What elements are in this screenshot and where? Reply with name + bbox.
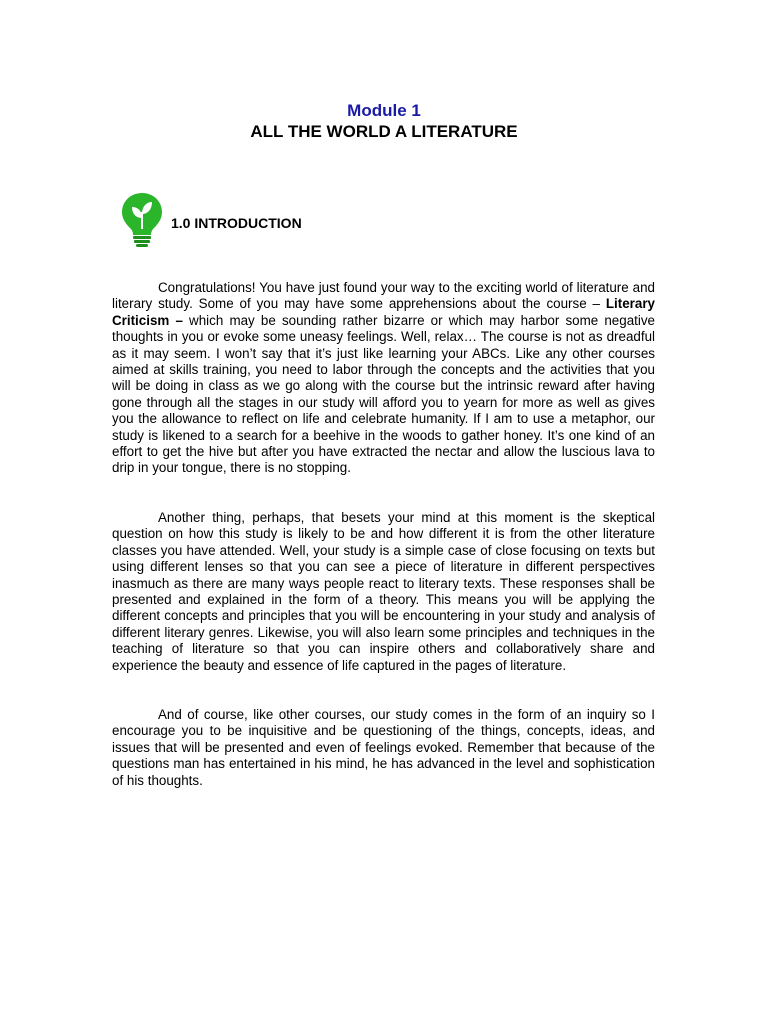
course-name-bold: Literary Criticism – [112, 296, 655, 328]
paragraph-1-part-a: Congratulations! You have just found your way to the exciting world of literature and literary study. Some of you may have some apprehensions about the course – [112, 280, 655, 312]
module-label: Module 1 [347, 101, 421, 120]
paragraph-2: Another thing, perhaps, that besets your mind at this moment is the skeptical question on how this study is likely to be and how different it is from the other literature classes you have attended. Well, your study is a simple case of close focusing on texts but using different lenses so that you can see a piece of literature in different perspectives inasmuch as there are many ways people react to literary texts. These responses shall be presented and explained in the form of a theory. This means you will be applying the different concepts and principles that you will be encountering in your study and analysis of different literary genres. Likewise, you will also learn some principles and techniques in the teaching of literature so that you can inspire others and collaboratively share and experience the beauty and essence of life captured in the pages of literature. [112, 510, 655, 673]
paragraph-1-part-b: which may be sounding rather bizarre or which may harbor some negative thoughts in you or evoke some uneasy feelings. Well, relax… The course is not as dreadful as it may seem. I won’t say that it’s just like learning your ABCs. Like any other courses aimed at skills training, you need to labor through the concepts and the activities that you will be doing in class as we go along with the course but the intrinsic reward after having gone through all the stages in our study will afford you to yearn for more as well as gives you the allowance to reflect on life and celebrate humanity. If I am to use a metaphor, our study is likened to a search for a beehive in the woods to gather honey. It’s one kind of an effort to get the hive but after you have extracted the nectar and allow the luscious lava to drip in your tongue, there is no stopping. [112, 312, 655, 476]
paragraph-3: And of course, like other courses, our study comes in the form of an inquiry so I encourage you to be inquisitive and be questioning of the things, concepts, ideas, and issues that will be presented and even of feelings evoked. Remember that because of the questions man has entertained in his mind, he has advanced in the level and sophistication of his thoughts. [112, 707, 655, 788]
paragraph-1 [112, 280, 655, 477]
module-title: ALL THE WORLD A LITERATURE [250, 122, 518, 141]
lightbulb-leaf-icon [120, 192, 164, 250]
section-heading: 1.0 INTRODUCTION [171, 215, 302, 231]
